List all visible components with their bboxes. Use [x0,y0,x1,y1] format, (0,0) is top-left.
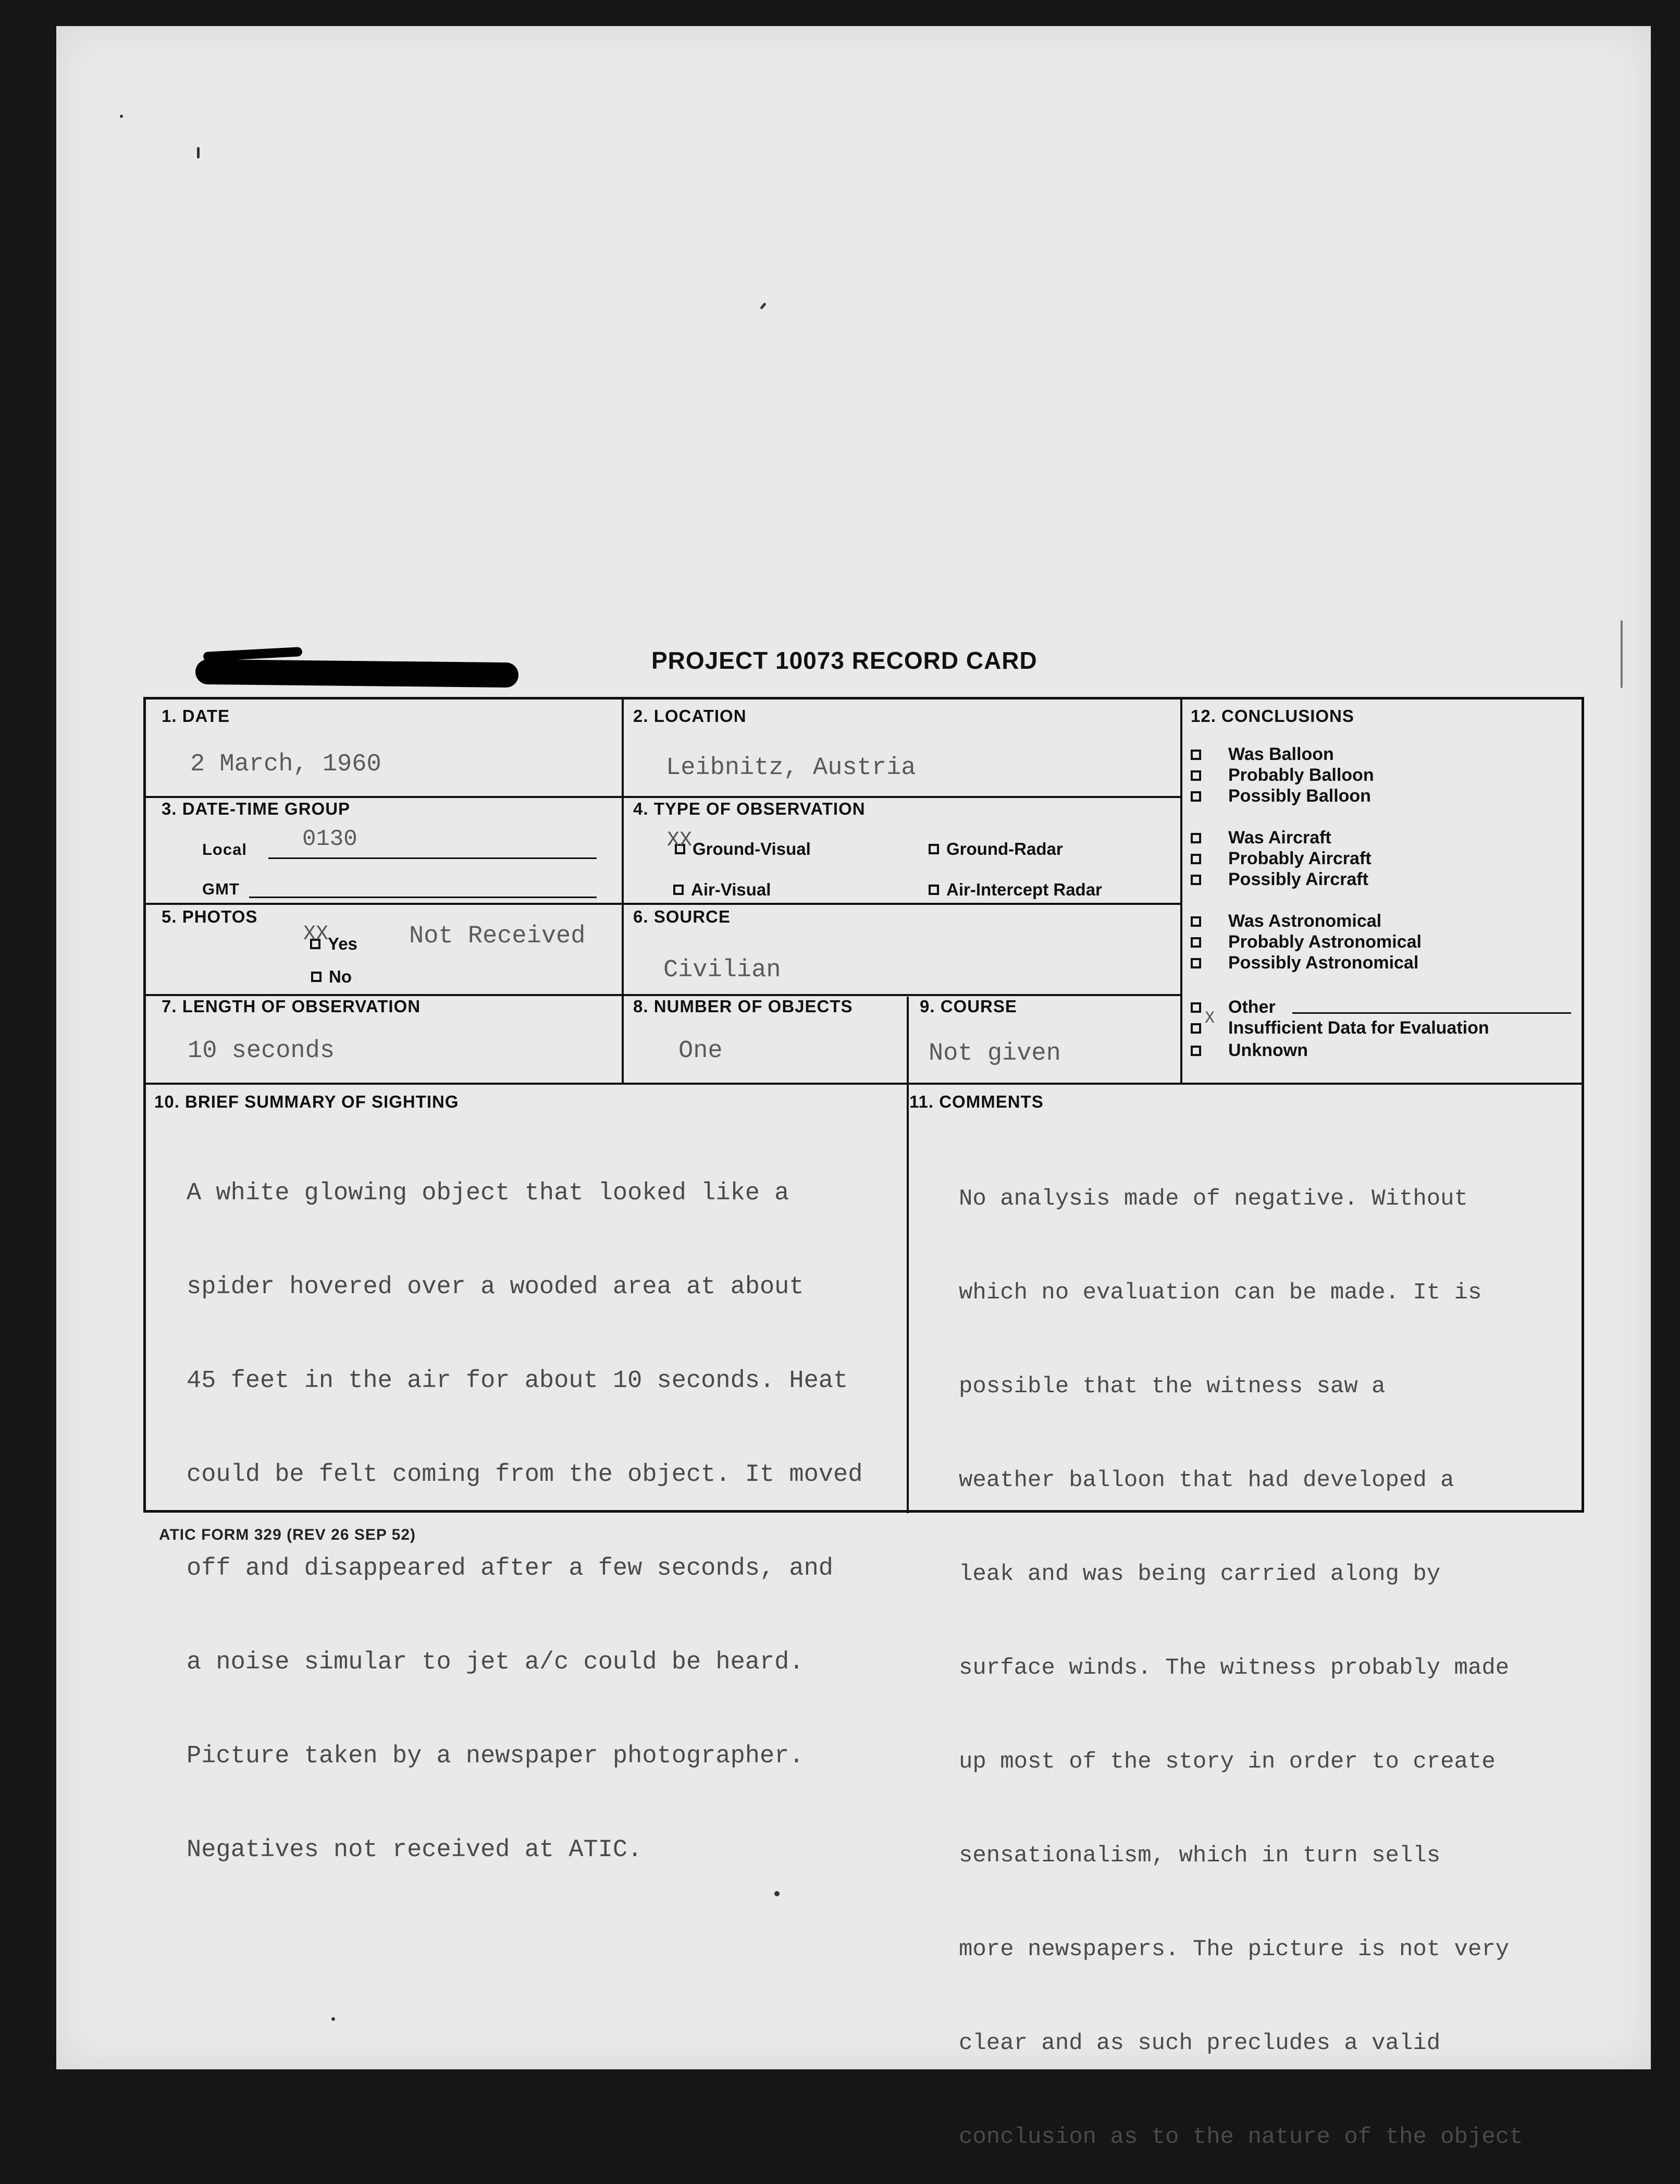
checkbox[interactable] [1191,833,1201,843]
conclusion-possibly-balloon[interactable] [1191,786,1371,806]
checkbox[interactable] [1191,750,1201,760]
conclusion-label: Probably Balloon [1228,765,1374,785]
scan-speck [1621,620,1623,688]
divider [622,700,624,1083]
gmt-label: GMT [202,880,240,898]
conclusion-was-astronomical[interactable] [1191,911,1381,931]
summary-line: off and disappeared after a few seconds, and [187,1555,834,1582]
gmt-line [249,897,597,898]
divider [907,1083,909,1513]
conclusion-label: Other [1228,997,1276,1017]
comments-line: surface winds. The witness probably made [959,1655,1510,1681]
checkbox[interactable] [1191,1046,1201,1056]
date-time-group-label: 3. DATE-TIME GROUP [162,799,351,818]
divider [146,994,1181,996]
checkbox[interactable] [1191,875,1201,885]
ground-visual-check-mark: XX [667,829,693,852]
checkbox[interactable] [1191,916,1201,927]
location-value: Leibnitz, Austria [666,754,916,782]
air-intercept-radar-label: Air-Intercept Radar [946,880,1102,899]
summary-label: 10. BRIEF SUMMARY OF SIGHTING [154,1092,459,1111]
comments-line: weather balloon that had developed a [959,1467,1454,1493]
checkbox[interactable] [929,844,939,854]
ground-visual-label: Ground-Visual [693,839,811,858]
length-of-observation-label: 7. LENGTH OF OBSERVATION [162,997,421,1016]
checkbox[interactable] [1191,770,1201,781]
conclusion-other[interactable] [1191,997,1276,1017]
checkbox[interactable] [1191,958,1201,968]
source-label: 6. SOURCE [633,907,731,926]
comments-line: more newspapers. The picture is not very [959,1936,1510,1962]
checkbox[interactable] [1191,791,1201,802]
number-of-objects-value: One [678,1037,723,1065]
photos-label: 5. PHOTOS [162,907,258,926]
photos-no-label: No [329,967,352,986]
comments-line: possible that the witness saw a [959,1373,1386,1400]
course-value: Not given [929,1040,1061,1068]
conclusion-possibly-aircraft[interactable] [1191,869,1368,890]
divider [146,903,1181,905]
checkbox[interactable] [1191,1002,1201,1013]
checkbox[interactable] [1191,937,1201,948]
checkbox[interactable] [1191,1023,1201,1034]
ground-visual-option[interactable] [675,839,811,859]
comments-line: up most of the story in order to create [959,1749,1496,1775]
divider [1180,700,1182,1083]
scan-speck [331,2017,335,2021]
length-of-observation-value: 10 seconds [188,1037,335,1065]
conclusion-label: Possibly Astronomical [1228,953,1419,973]
air-visual-label: Air-Visual [691,880,771,899]
summary-line: a noise simular to jet a/c could be heard. [187,1649,804,1676]
photos-note: Not Received [409,923,586,950]
comments-line: clear and as such precludes a valid [959,2030,1441,2056]
location-label: 2. LOCATION [633,706,747,726]
summary-line: Negatives not received at ATIC. [187,1836,643,1864]
comments-line: conclusion as to the nature of the object [959,2124,1523,2150]
conclusion-label: Insufficient Data for Evaluation [1228,1018,1489,1038]
conclusion-label: Was Astronomical [1228,911,1382,931]
conclusions-label: 12. CONCLUSIONS [1191,706,1354,726]
conclusion-probably-astronomical[interactable] [1191,932,1422,952]
scan-speck [120,115,123,118]
summary-line: Picture taken by a newspaper photographer. [187,1743,804,1770]
comments-line: sensationalism, which in turn sells [959,1843,1441,1869]
course-label: 9. COURSE [920,997,1017,1016]
conclusion-label: Was Aircraft [1228,828,1331,848]
summary-text [187,1115,862,1897]
insufficient-data-check-mark: X [1205,1009,1215,1028]
photos-no-option[interactable] [311,967,352,987]
source-value: Civilian [663,956,781,984]
card-title: PROJECT 10073 RECORD CARD [651,647,1037,674]
comments-text [959,1121,1523,2184]
date-value: 2 March, 1960 [190,751,381,778]
date-label: 1. DATE [162,706,230,726]
comments-line: which no evaluation can be made. It is [959,1280,1482,1306]
photos-yes-label: Yes [328,934,357,953]
form-id: ATIC FORM 329 (REV 26 SEP 52) [159,1526,416,1543]
divider [146,1083,1584,1085]
scan-speck [197,147,200,158]
ground-radar-option[interactable] [929,839,1063,859]
conclusion-was-aircraft[interactable] [1191,828,1331,848]
conclusion-label: Unknown [1228,1040,1308,1060]
conclusion-unknown[interactable] [1191,1040,1308,1061]
divider [907,997,909,1083]
summary-line: A white glowing object that looked like a [187,1180,789,1207]
local-time-line [268,857,597,859]
conclusion-label: Probably Aircraft [1228,849,1372,868]
summary-line: could be felt coming from the object. It moved [187,1461,863,1489]
checkbox[interactable] [1191,854,1201,864]
conclusion-probably-aircraft[interactable] [1191,849,1372,869]
checkbox[interactable] [311,972,322,982]
other-line [1292,1012,1571,1014]
conclusion-label: Possibly Balloon [1228,786,1371,806]
conclusion-was-balloon[interactable] [1191,744,1334,765]
comments-label: 11. COMMENTS [909,1092,1044,1111]
local-time-value: 0130 [302,826,357,852]
checkbox[interactable] [929,885,939,895]
local-label: Local [202,840,247,858]
conclusion-label: Was Balloon [1228,744,1334,764]
air-visual-option[interactable] [673,880,771,900]
redaction-mark [195,659,518,688]
air-intercept-radar-option[interactable] [929,880,1102,900]
conclusion-label: Probably Astronomical [1228,932,1422,952]
ground-radar-label: Ground-Radar [946,839,1063,858]
number-of-objects-label: 8. NUMBER OF OBJECTS [633,997,853,1016]
divider [146,796,1181,798]
type-of-observation-label: 4. TYPE OF OBSERVATION [633,799,866,818]
comments-line: leak and was being carried along by [959,1561,1441,1587]
checkbox[interactable] [673,885,684,895]
summary-line: 45 feet in the air for about 10 seconds. Heat [187,1367,848,1395]
comments-line: No analysis made of negative. Without [959,1186,1468,1212]
conclusion-probably-balloon[interactable] [1191,765,1374,786]
conclusion-label: Possibly Aircraft [1228,869,1368,889]
photos-yes-check-mark: XX [303,923,329,946]
summary-line: spider hovered over a wooded area at about [187,1273,804,1301]
conclusion-insufficient-data[interactable] [1191,1018,1489,1038]
conclusion-possibly-astronomical[interactable] [1191,953,1418,973]
